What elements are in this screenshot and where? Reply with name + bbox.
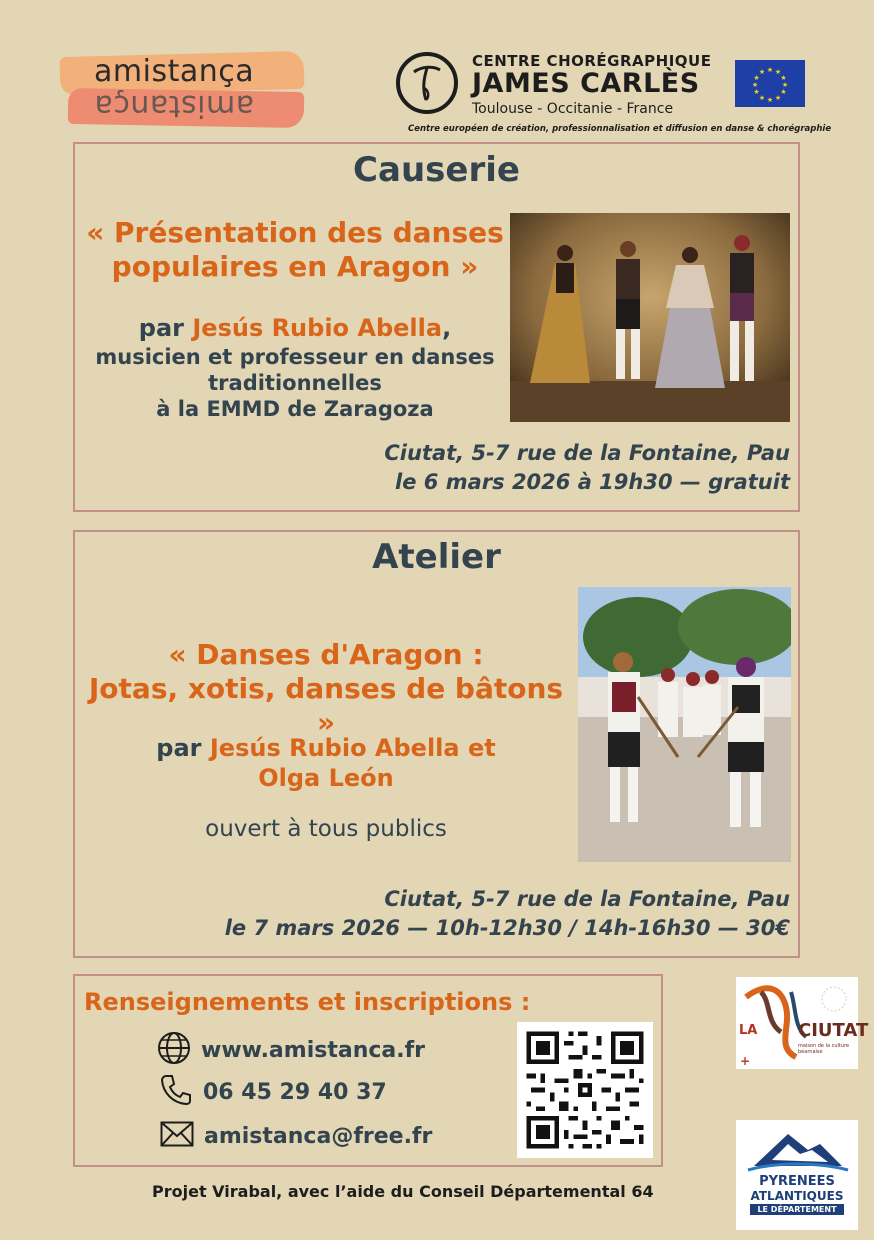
jc-line1: CENTRE CHORÉGRAPHIQUE — [472, 52, 712, 70]
atelier-headline — [76, 638, 576, 740]
contact-email-row[interactable] — [160, 1121, 432, 1151]
jc-tagline: Centre européen de création, professionnalisation et diffusion en danse & chorégraphie — [408, 124, 832, 134]
la-ciutat-name: CIUTAT — [798, 1020, 869, 1041]
pa-line3: LE DÉPARTEMENT — [750, 1204, 844, 1215]
contact-title: Renseignements et inscriptions : — [84, 988, 531, 1016]
causerie-headline-line1: « Présentation des danses — [86, 216, 504, 249]
atelier-speakers: par Jesús Rubio Abella et Olga León — [76, 733, 576, 793]
atelier-venue: Ciutat, 5-7 rue de la Fontaine, Pau — [384, 887, 790, 911]
pyrenees-atlantiques-logo — [736, 1120, 858, 1230]
contact-website[interactable]: www.amistanca.fr — [201, 1037, 426, 1063]
atelier-date: le 7 mars 2026 — 10h-12h30 / 14h-16h30 — 30€ — [224, 916, 790, 940]
svg-text:★: ★ — [758, 68, 766, 76]
amistanca-logo-text: amistança — [94, 54, 255, 89]
causerie-date: le 6 mars 2026 à 19h30 — gratuit — [395, 470, 790, 494]
phone-icon — [159, 1073, 193, 1111]
causerie-details — [384, 439, 790, 497]
atelier-headline-line2: Jotas, xotis, danses de bâtons » — [88, 672, 564, 739]
atelier-audience: ouvert à tous publics — [205, 816, 447, 842]
contact-phone[interactable]: 06 45 29 40 37 — [203, 1079, 387, 1105]
causerie-speaker-name: Jesús Rubio Abella — [192, 314, 443, 342]
jc-line3: Toulouse - Occitanie - France — [472, 101, 674, 117]
pa-line2: ATLANTIQUES — [750, 1189, 844, 1203]
svg-text:+: + — [740, 1054, 751, 1068]
la-ciutat-logo — [736, 977, 869, 1069]
pa-line1: PYRENEES — [759, 1174, 835, 1189]
svg-text:★: ★ — [758, 94, 766, 102]
svg-text:★: ★ — [774, 94, 782, 102]
causerie-headline — [80, 216, 510, 284]
footer-text: Projet Virabal, avec l’aide du Conseil Départemental 64 — [152, 1182, 654, 1201]
contact-website-row[interactable] — [157, 1031, 425, 1069]
atelier-speaker-name-2: Olga León — [258, 764, 394, 792]
amistanca-logo — [58, 48, 308, 132]
amistanca-logo-mirror-text: amistança — [94, 88, 255, 123]
svg-text:★: ★ — [766, 96, 774, 104]
globe-icon — [157, 1031, 191, 1069]
svg-text:★: ★ — [766, 66, 774, 74]
svg-text:★: ★ — [780, 74, 787, 82]
jc-line2: JAMES CARLÈS — [472, 68, 700, 99]
svg-text:★: ★ — [753, 74, 760, 82]
mail-icon — [160, 1121, 194, 1151]
james-carles-emblem-icon — [396, 52, 458, 114]
atelier-details — [225, 885, 790, 943]
causerie-speaker-role: musicien et professeur en danses traditionnelles à la EMMD de Zaragoza — [95, 345, 495, 421]
causerie-venue: Ciutat, 5-7 rue de la Fontaine, Pau — [384, 441, 790, 465]
la-ciutat-tagline: maison de la culture béarnaise — [798, 1043, 850, 1055]
svg-text:★: ★ — [781, 81, 789, 89]
atelier-speaker-names: Jesús Rubio Abella et — [209, 734, 496, 762]
svg-text:★: ★ — [780, 88, 787, 96]
svg-text:★: ★ — [774, 68, 782, 76]
atelier-headline-line1: « Danses d'Aragon : — [168, 638, 484, 671]
svg-text:★: ★ — [751, 81, 759, 89]
eu-flag-icon — [735, 60, 805, 107]
causerie-title: Causerie — [353, 150, 520, 190]
contact-email[interactable]: amistanca@free.fr — [204, 1123, 433, 1149]
qr-code-icon[interactable] — [517, 1022, 653, 1158]
atelier-title: Atelier — [372, 537, 501, 577]
atelier-dancers-photo — [578, 587, 791, 862]
causerie-headline-line2: populaires en Aragon » — [111, 250, 479, 283]
la-ciutat-la: LA — [739, 1023, 758, 1038]
svg-text:★: ★ — [753, 88, 760, 96]
causerie-dancers-photo — [510, 213, 790, 422]
causerie-speaker: par Jesús Rubio Abella, — [138, 314, 452, 342]
contact-phone-row[interactable] — [159, 1073, 387, 1111]
